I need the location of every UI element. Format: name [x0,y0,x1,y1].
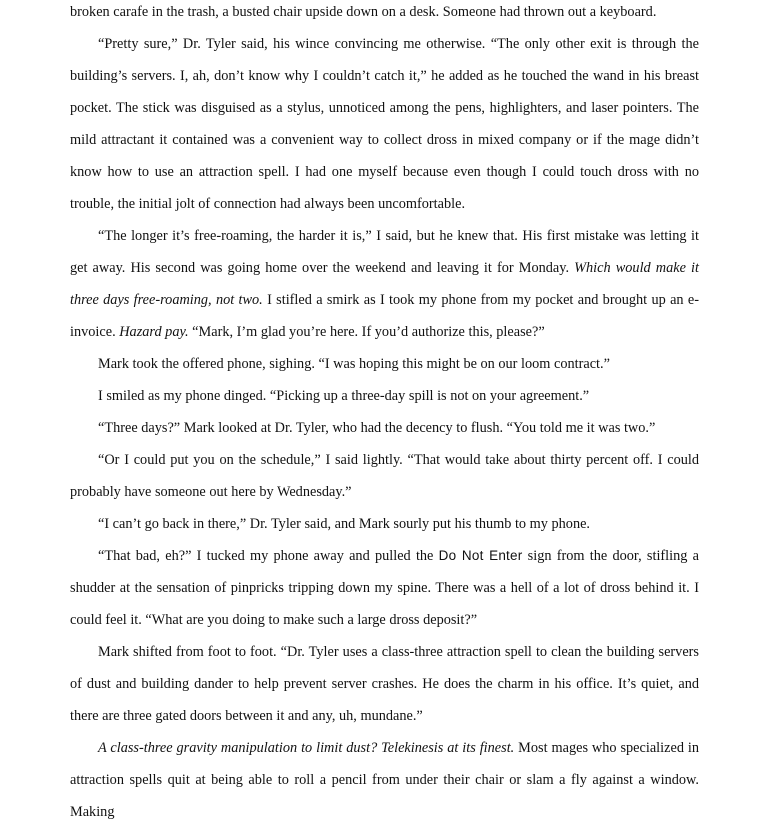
body-text: “Or I could put you on the schedule,” I said lightly. “That would take about thirty percent off. I could probably have someone out here by Wednesday.” [70,452,699,500]
body-text: “I can’t go back in there,” Dr. Tyler said, and Mark sourly put his thumb to my phone. [98,516,591,532]
body-text: Most mages who specialized in attraction spells quit at being able to roll a pencil from under their chair or slam a fly against a window. Making [70,740,699,820]
body-text: Mark shifted from foot to foot. “Dr. Tyler uses a class-three attraction spell to clean the building servers of dust and building dander to help prevent server crashes. He does the charm in his office. It’s quiet, and there are three gated doors between it and any, uh, mundane.” [70,644,699,724]
paragraph [70,444,699,508]
sign-text: Do Not Enter [438,548,523,563]
paragraph [70,28,699,220]
body-text: broken carafe in the trash, a busted chair upside down on a desk. Someone had thrown out a keyboard. [70,4,657,20]
italic-text: A class-three gravity manipulation to limit dust? Telekinesis at its finest. [98,740,515,756]
document-page [70,0,699,828]
body-text: “The longer it’s free-roaming, the harder it is,” I said, but he knew that. His first mistake was letting it get away. His second was going home over the weekend and leaving it for Monday. [70,228,699,276]
paragraph [70,636,699,732]
body-text: “Mark, I’m glad you’re here. If you’d authorize this, please?” [188,324,545,340]
body-text: sign from the door, stifling a shudder at the sensation of pinpricks tripping down my spine. There was a hell of a lot of dross behind it. I could feel it. “What are you doing to make such a large dross deposit?” [70,548,699,628]
paragraph [70,220,699,348]
paragraph [70,540,699,636]
paragraph [70,732,699,828]
body-text: “That bad, eh?” I tucked my phone away and pulled the [98,548,439,564]
paragraph [70,412,699,444]
paragraph [70,348,699,380]
paragraph [70,0,699,28]
body-text: I stifled a smirk as I took my phone from my pocket and brought up an e-invoice. [70,292,699,340]
paragraph [70,380,699,412]
body-text: “Pretty sure,” Dr. Tyler said, his wince convincing me otherwise. “The only other exit is through the building’s servers. I, ah, don’t know why I couldn’t catch it,” he added as he touched the wand in his breast pocket. The stick was disguised as a stylus, unnoticed among the pens, highlighters, and laser pointers. The mild attractant it contained was a convenient way to collect dross in mixed company or if the mage didn’t know how to use an attraction spell. I had one myself because even though I could touch dross with no trouble, the initial jolt of connection had always been uncomfortable. [70,36,699,212]
italic-text: Which would make it three days free-roaming, not two. [70,260,699,308]
body-text: I smiled as my phone dinged. “Picking up a three-day spill is not on your agreement.” [98,388,590,404]
paragraph [70,508,699,540]
body-text: “Three days?” Mark looked at Dr. Tyler, who had the decency to flush. “You told me it was two.” [98,420,656,436]
italic-text: Hazard pay. [119,324,189,340]
body-text: Mark took the offered phone, sighing. “I was hoping this might be on our loom contract.” [98,356,610,372]
